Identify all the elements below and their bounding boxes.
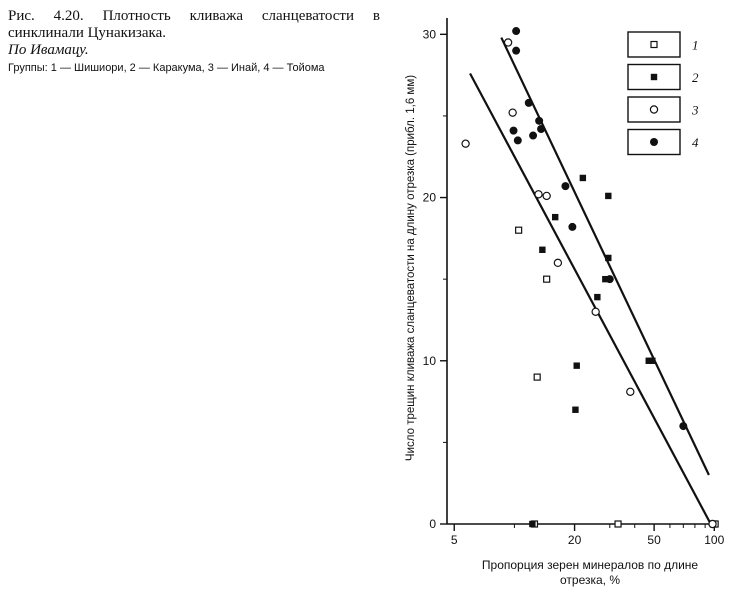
data-point-group-2 xyxy=(529,521,535,527)
data-point-group-3 xyxy=(627,388,634,395)
legend-label-4: 4 xyxy=(692,135,699,150)
data-point-group-4 xyxy=(679,422,687,430)
data-point-group-3 xyxy=(554,259,561,266)
y-tick-label: 10 xyxy=(422,353,436,368)
data-point-group-3 xyxy=(709,520,716,527)
legend-label-2: 2 xyxy=(692,70,699,85)
data-point-group-3 xyxy=(535,191,542,198)
data-point-group-2 xyxy=(605,255,611,261)
data-point-group-3 xyxy=(592,308,599,315)
legend-label-1: 1 xyxy=(692,37,699,53)
legend-marker-1 xyxy=(651,42,657,48)
x-tick-label: 5 xyxy=(450,533,458,547)
data-point-group-2 xyxy=(580,175,586,181)
data-point-group-3 xyxy=(462,140,469,147)
data-point-group-4 xyxy=(512,47,520,55)
data-point-group-4 xyxy=(510,127,518,135)
x-tick-label: 100 xyxy=(704,533,725,547)
data-point-group-2 xyxy=(605,193,611,199)
data-point-group-4 xyxy=(535,117,543,125)
data-point-group-1 xyxy=(534,374,540,380)
data-point-group-2 xyxy=(572,407,578,413)
data-point-group-1 xyxy=(615,521,621,527)
data-point-group-2 xyxy=(574,362,580,368)
y-tick-label: 0 xyxy=(429,517,436,531)
data-point-group-2 xyxy=(552,214,558,220)
data-point-group-3 xyxy=(509,109,516,116)
legend-marker-2 xyxy=(651,74,657,80)
y-tick-label: 20 xyxy=(422,190,436,205)
x-axis-label: Пропорция зерен минералов по длине отрезка, % xyxy=(481,558,699,587)
y-axis-label: Число трещин кливажа сланцеватости на длину отрезка (прибл. 1,6 мм) xyxy=(405,74,417,462)
legend xyxy=(628,32,699,155)
y-tick-label: 30 xyxy=(422,27,436,42)
data-point-group-4 xyxy=(529,132,537,140)
data-point-group-4 xyxy=(514,136,522,144)
data-point-group-3 xyxy=(505,39,512,46)
data-point-group-3 xyxy=(543,192,550,199)
caption-author: По Ивамацу. xyxy=(8,42,89,58)
x-tick-label: 50 xyxy=(647,533,661,547)
legend-marker-3 xyxy=(650,106,657,113)
data-point-group-2 xyxy=(594,294,600,300)
data-point-group-4 xyxy=(525,99,533,107)
legend-marker-4 xyxy=(650,138,658,146)
x-tick-label: 20 xyxy=(567,533,582,547)
data-point-group-1 xyxy=(516,227,522,233)
data-point-group-4 xyxy=(512,27,520,35)
data-point-group-4 xyxy=(606,275,614,283)
caption-groups: Группы: 1 — Шишиори, 2 — Каракума, 3 — Инай, 4 — Тойома xyxy=(8,62,325,74)
data-point-group-4 xyxy=(561,182,569,190)
data-point-group-2 xyxy=(539,247,545,253)
data-point-group-4 xyxy=(537,125,545,133)
data-point-group-2 xyxy=(649,358,655,364)
legend-label-3: 3 xyxy=(692,102,699,118)
data-point-group-4 xyxy=(568,223,576,231)
caption-title: Рис. 4.20. Плотность кливажа сланцеватости в синклинали Цунакизака. xyxy=(8,8,380,41)
data-point-group-1 xyxy=(544,276,550,282)
